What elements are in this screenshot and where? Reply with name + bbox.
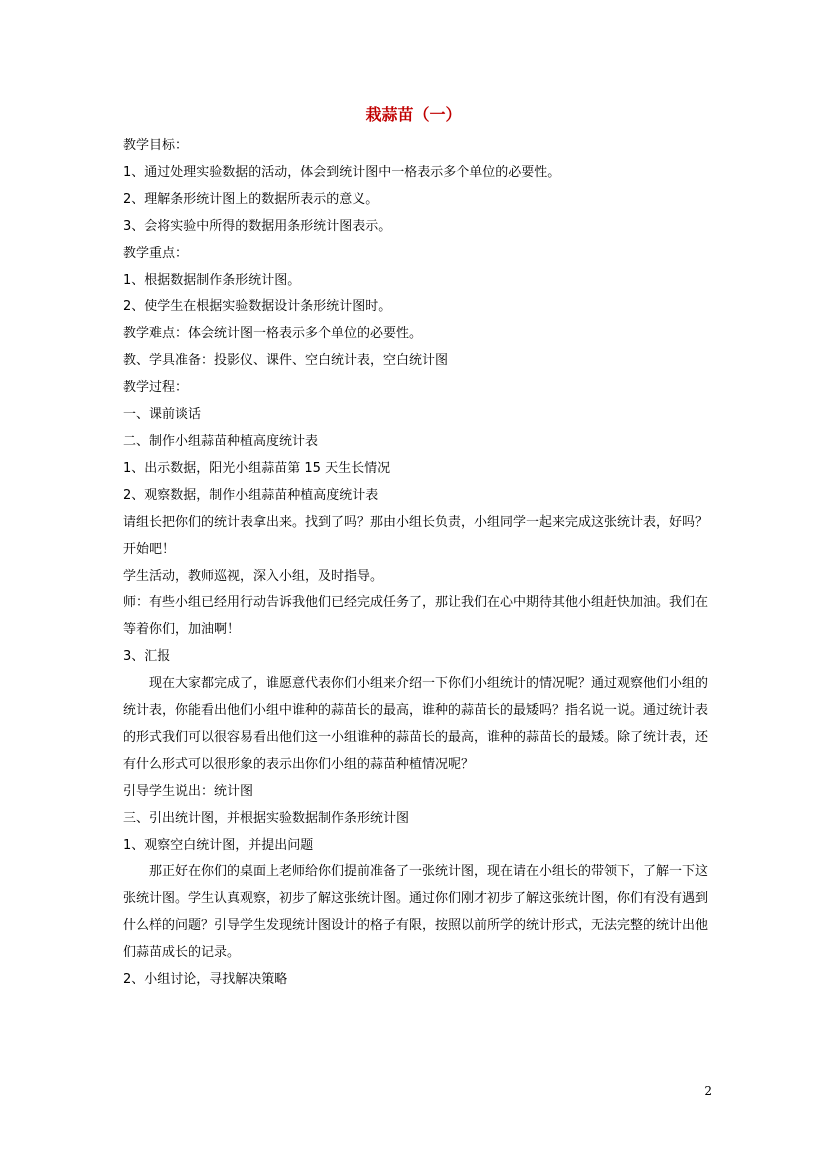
paragraph: 教学目标： xyxy=(123,138,189,153)
paragraph: 引导学生说出：统计图 xyxy=(123,783,254,799)
paragraph: 2、小组讨论，寻找解决策略 xyxy=(123,972,288,988)
page-number: 2 xyxy=(704,1084,712,1098)
paragraph: 师：有些小组已经用行动告诉我他们已经完成任务了，那让我们在心中期待其他小组赶快加油。我们在等着你们，加油啊！ xyxy=(123,595,709,638)
paragraph: 三、引出统计图，并根据实验数据制作条形统计图 xyxy=(123,810,410,826)
paragraph: 教学重点： xyxy=(123,245,189,261)
paragraph: 1、出示数据，阳光小组蒜苗第 15 天生长情况 xyxy=(123,460,391,476)
paragraph: 1、根据数据制作条形统计图。 xyxy=(123,272,301,288)
document-title: 栽蒜苗（一） xyxy=(365,105,462,124)
paragraph: 教、学具准备：投影仪、课件、空白统计表，空白统计图 xyxy=(123,353,449,369)
paragraph: 一、课前谈话 xyxy=(123,407,202,423)
paragraph: 请组长把你们的统计表拿出来。找到了吗？那由小组长负责，小组同学一起来完成这张统计表，好吗？开始吧！ xyxy=(123,514,709,557)
paragraph: 1、通过处理实验数据的活动，体会到统计图中一格表示多个单位的必要性。 xyxy=(123,164,561,180)
paragraph: 教学过程： xyxy=(123,380,189,396)
paragraph: 3、会将实验中所得的数据用条形统计图表示。 xyxy=(123,218,392,234)
paragraph: 3、汇报 xyxy=(123,649,171,665)
paragraph: 学生活动，教师巡视，深入小组，及时指导。 xyxy=(123,568,384,584)
paragraph: 二、制作小组蒜苗种植高度统计表 xyxy=(123,433,319,449)
paragraph: 那正好在你们的桌面上老师给你们提前准备了一张统计图，现在请在小组长的带领下，了解一下这张统计图。学生认真观察，初步了解这张统计图。通过你们刚才初步了解这张统计图，你们有没有遇到什么样的问题？引导学生发现统计图设计的格子有限，按照以前所学的统计形式，无法完整的统计出他们蒜苗成长的记录。 xyxy=(123,864,709,961)
paragraph: 1、观察空白统计图，并提出问题 xyxy=(123,837,314,853)
paragraph: 2、观察数据，制作小组蒜苗种植高度统计表 xyxy=(123,487,379,503)
paragraph: 教学难点：体会统计图一格表示多个单位的必要性。 xyxy=(123,326,423,342)
paragraph: 2、使学生在根据实验数据设计条形统计图时。 xyxy=(123,299,392,315)
document-body xyxy=(123,133,708,994)
paragraph: 现在大家都完成了，谁愿意代表你们小组来介绍一下你们小组统计的情况呢？通过观察他们小组的统计表，你能看出他们小组中谁种的蒜苗长的最高，谁种的蒜苗长的最矮吗？指名说一说。通过统计表的形式我们可以很容易看出他们这一小组谁种的蒜苗长的最高，谁种的蒜苗长的最矮。除了统计表，还有什么形式可以很形象的表示出你们小组的蒜苗种植情况呢？ xyxy=(123,676,709,772)
paragraph: 2、理解条形统计图上的数据所表示的意义。 xyxy=(123,191,379,207)
